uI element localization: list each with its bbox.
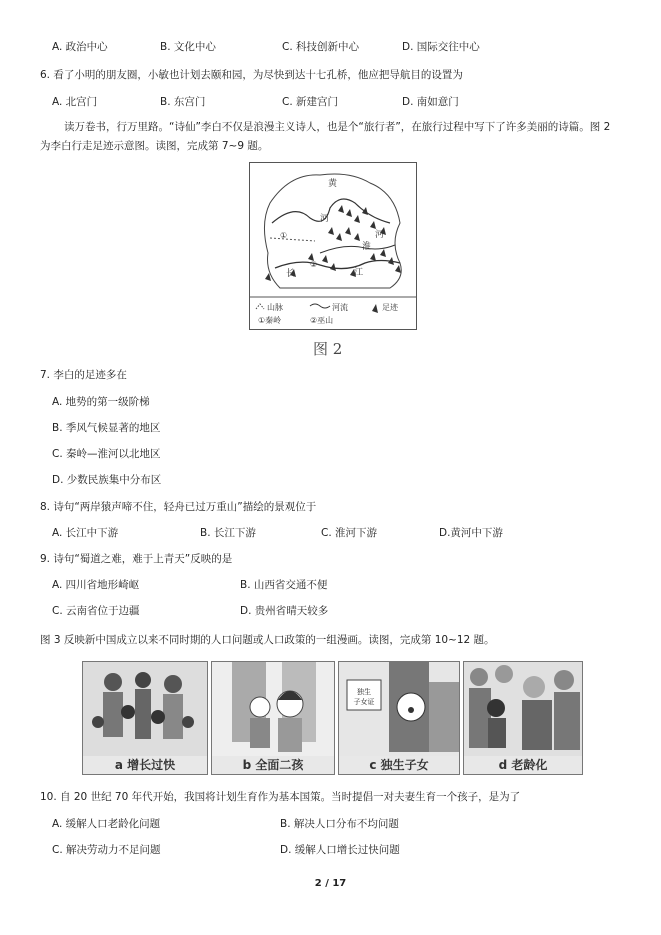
q10-option-b: B. 解决人口分布不均问题 (280, 818, 399, 830)
comic-c-sign-line2: 子女证 (353, 698, 375, 706)
map-marker-2: ② (310, 260, 318, 269)
map-label-chang: 长 (286, 269, 296, 279)
q5-option-a: A. 政治中心 (52, 41, 108, 53)
q7-stem: 7. 李白的足迹多在 (40, 369, 127, 381)
legend-mountain: 山脉 (267, 303, 283, 312)
comic-a-caption: a 增长过快 (83, 756, 207, 774)
q5-option-b: B. 文化中心 (160, 41, 216, 53)
comic-b-caption: b 全面二孩 (212, 756, 334, 774)
q6-option-a: A. 北宫门 (52, 96, 98, 108)
q5-option-c: C. 科技创新中心 (282, 41, 360, 53)
map-label-jiang: 江 (354, 268, 364, 278)
comic-a (82, 661, 208, 775)
qinling-mountains (270, 238, 315, 241)
legend-footprint: 足迹 (382, 303, 398, 312)
map-label-he1: 河 (320, 214, 330, 224)
yellow-river (272, 199, 390, 223)
q6-stem: 6. 看了小明的朋友圈，小敏也计划去颐和园，为尽快到达十七孔桥，他应把导航目的设置为 (40, 69, 463, 81)
comic-d-caption: d 老龄化 (464, 756, 582, 774)
q6-option-c: C. 新建宫门 (282, 96, 339, 108)
q10-option-d: D. 缓解人口增长过快问题 (280, 844, 400, 856)
legend-wushan: ②巫山 (310, 316, 334, 325)
q7-option-a: A. 地势的第一级阶梯 (52, 396, 150, 408)
q9-stem: 9. 诗句“蜀道之难，难于上青天”反映的是 (40, 553, 233, 565)
q10-option-a: A. 缓解人口老龄化问题 (52, 818, 161, 830)
legend-river: 河流 (332, 303, 348, 312)
intro-population: 图 3 反映新中国成立以来不同时期的人口问题或人口政策的一组漫画。读图，完成第 10~12 题。 (40, 634, 495, 646)
q8-stem: 8. 诗句“两岸猿声啼不住，轻舟已过万重山”描绘的景观位于 (40, 501, 317, 513)
q8-option-c: C. 淮河下游 (321, 527, 378, 539)
q6-option-b: B. 东宫门 (160, 96, 206, 108)
q8-option-b: B. 长江下游 (200, 527, 256, 539)
legend-river-symbol (310, 304, 330, 308)
page-number: 2 / 17 (314, 878, 347, 889)
map-label-huang: 黄 (328, 179, 338, 189)
comic-c-caption: c 独生子女 (339, 756, 459, 774)
q8-option-d: D.黄河中下游 (439, 527, 503, 539)
yangtze-river (275, 261, 400, 269)
figure-2-caption: 图 2 (313, 340, 343, 358)
comic-c-sign-line1: 独生 (357, 688, 371, 696)
q8-option-a: A. 长江中下游 (52, 527, 119, 539)
q5-option-d: D. 国际交往中心 (402, 41, 480, 53)
q9-option-c: C. 云南省位于边疆 (52, 605, 140, 617)
map-label-he2: 河 (375, 230, 385, 240)
legend-mountain-symbol (256, 304, 264, 309)
intro-li-bai: 读万卷书，行万里路。“诗仙”李白不仅是浪漫主义诗人，也是个“旅行者”，在旅行过程中写下了许多美丽的诗篇。图 2 为李白行走足迹示意图。读图，完成第 7~9 题。 (40, 121, 611, 152)
q7-option-c: C. 秦岭—淮河以北地区 (52, 448, 161, 460)
q7-option-b: B. 季风气候显著的地区 (52, 422, 161, 434)
q10-option-c: C. 解决劳动力不足问题 (52, 844, 161, 856)
li-bai-route-map (249, 162, 417, 330)
map-label-huai: 淮 (362, 242, 372, 252)
q6-option-d: D. 南如意门 (402, 96, 459, 108)
legend-qinling: ①秦岭 (258, 316, 282, 325)
map-marker-1: ① (280, 231, 288, 240)
q9-option-d: D. 贵州省晴天较多 (240, 605, 329, 617)
q9-option-b: B. 山西省交通不便 (240, 579, 328, 591)
comic-c (338, 661, 460, 775)
q10-stem: 10. 自 20 世纪 70 年代开始，我国将计划生育作为基本国策。当时提倡一对夫妻生育一个孩子，是为了 (40, 791, 521, 803)
comic-b (211, 661, 335, 775)
q9-option-a: A. 四川省地形崎岖 (52, 579, 140, 591)
legend-footprint-symbol (372, 304, 378, 313)
q7-option-d: D. 少数民族集中分布区 (52, 474, 162, 486)
comic-d (463, 661, 583, 775)
